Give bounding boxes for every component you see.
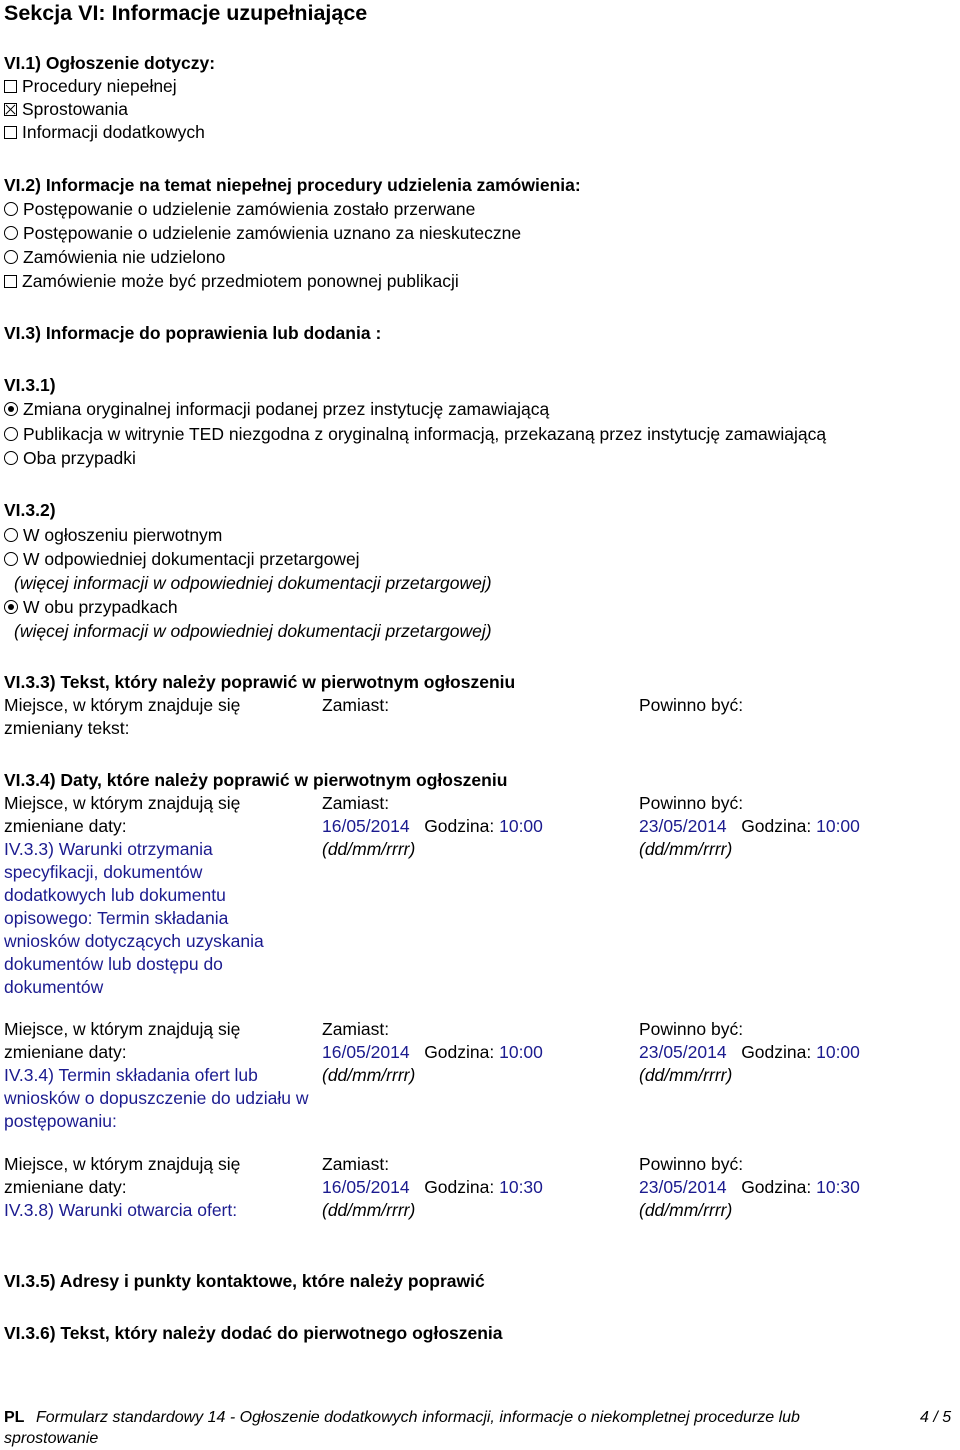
old-time: 10:00 — [499, 816, 543, 836]
date-entry-place-label-2: zmieniane daty: — [4, 816, 127, 836]
section-title: Sekcja VI: Informacje uzupełniające — [4, 1, 368, 25]
option-label: Procedury niepełnej — [22, 76, 177, 96]
date-entry-place-label: Miejsce, w którym znajdują się — [4, 1154, 241, 1174]
hour-label: Godzina: — [424, 1042, 495, 1062]
radio-selected-icon[interactable] — [4, 600, 18, 614]
hour-label: Godzina: — [741, 1177, 812, 1197]
instead-label: Zamiast: — [322, 793, 390, 813]
vi3-heading: VI.3) Informacje do poprawienia lub dodania : — [4, 323, 382, 343]
vi31-heading: VI.3.1) — [4, 375, 56, 395]
date-entry-place-label-2: zmieniane daty: — [4, 1177, 127, 1197]
option-label: Zmiana oryginalnej informacji podanej przez instytucję zamawiającą — [23, 399, 550, 419]
vi33-place-label-2: zmieniany tekst: — [4, 718, 130, 738]
should-be-label: Powinno być: — [639, 1019, 744, 1039]
new-date: 23/05/2014 — [639, 1177, 727, 1197]
footer-page-number: 4 / 5 — [920, 1409, 952, 1426]
vi33-heading: VI.3.3) Tekst, który należy poprawić w pierwotnym ogłoszeniu — [4, 672, 516, 692]
date-entry-place-label: Miejsce, w którym znajdują się — [4, 793, 241, 813]
vi34-heading: VI.3.4) Daty, które należy poprawić w pierwotnym ogłoszeniu — [4, 770, 508, 790]
hour-label: Godzina: — [424, 816, 495, 836]
radio-icon[interactable] — [4, 202, 18, 216]
vi35-heading: VI.3.5) Adresy i punkty kontaktowe, które należy poprawić — [4, 1271, 485, 1291]
date-entry-place-value: IV.3.4) Termin składania ofert lub wniosków o dopuszczenie do udziału w postępowaniu: — [4, 1065, 309, 1131]
vi36-heading: VI.3.6) Tekst, który należy dodać do pierwotnego ogłoszenia — [4, 1323, 503, 1343]
vi2-option-przerwane[interactable] — [4, 198, 475, 221]
option-label: Informacji dodatkowych — [22, 122, 205, 142]
new-time: 10:30 — [816, 1177, 860, 1197]
vi2-option-nieskuteczne[interactable] — [4, 222, 521, 245]
checkbox-icon[interactable] — [4, 80, 17, 93]
new-date-row — [639, 815, 860, 838]
vi32-option-obu[interactable] — [4, 596, 178, 619]
date-entry-place-label-2: zmieniane daty: — [4, 1042, 127, 1062]
vi1-option-informacji[interactable] — [4, 121, 205, 144]
radio-icon[interactable] — [4, 528, 18, 542]
vi31-option-ted[interactable] — [4, 423, 826, 446]
vi2-checkbox-ponowna-publikacja[interactable] — [4, 270, 459, 293]
footer-form-title: Formularz standardowy 14 - Ogłoszenie dodatkowych informacji, informacje o niekompletnej procedurze lub — [36, 1409, 800, 1426]
date-format-hint: (dd/mm/rrrr) — [639, 1065, 733, 1085]
vi2-option-nie-udzielono[interactable] — [4, 246, 225, 269]
date-entry-place-value: IV.3.8) Warunki otwarcia ofert: — [4, 1200, 238, 1220]
should-be-label: Powinno być: — [639, 793, 744, 813]
option-label: Zamówienie może być przedmiotem ponownej publikacji — [22, 271, 459, 291]
instead-label: Zamiast: — [322, 1019, 390, 1039]
option-label: Publikacja w witrynie TED niezgodna z oryginalną informacją, przekazaną przez instytucję zamawiającą — [23, 424, 827, 444]
vi2-heading: VI.2) Informacje na temat niepełnej procedury udzielenia zamówienia: — [4, 175, 581, 195]
instead-label: Zamiast: — [322, 1154, 390, 1174]
hour-label: Godzina: — [741, 816, 812, 836]
vi33-place-label: Miejsce, w którym znajduje się — [4, 695, 241, 715]
hour-label: Godzina: — [424, 1177, 495, 1197]
date-entry-place-value: IV.3.3) Warunki otrzymania specyfikacji, dokumentów dodatkowych lub dokumentu opisowego: Termin składania wniosków dotyczących uzyskania dokumentów lub dostępu do dokumentów — [4, 839, 264, 997]
date-format-hint: (dd/mm/rrrr) — [322, 1200, 416, 1220]
old-date-row — [322, 815, 543, 838]
date-format-hint: (dd/mm/rrrr) — [322, 1065, 416, 1085]
option-label: Postępowanie o udzielenie zamówienia uznano za nieskuteczne — [23, 223, 522, 243]
radio-icon[interactable] — [4, 552, 18, 566]
option-label: Zamówienia nie udzielono — [23, 247, 226, 267]
new-time: 10:00 — [816, 1042, 860, 1062]
option-label: Sprostowania — [22, 99, 129, 119]
vi1-heading: VI.1) Ogłoszenie dotyczy: — [4, 53, 216, 73]
radio-icon[interactable] — [4, 451, 18, 465]
checkbox-icon[interactable] — [4, 126, 17, 139]
vi33-instead-label: Zamiast: — [322, 695, 390, 715]
new-time: 10:00 — [816, 816, 860, 836]
should-be-label: Powinno być: — [639, 1154, 744, 1174]
radio-icon[interactable] — [4, 250, 18, 264]
vi32-heading: VI.3.2) — [4, 500, 56, 520]
old-date-row — [322, 1176, 543, 1199]
option-label: W odpowiedniej dokumentacji przetargowej — [23, 549, 360, 569]
checked-checkbox-icon[interactable] — [4, 103, 17, 116]
vi32-note-obu: (więcej informacji w odpowiedniej dokumentacji przetargowej) — [14, 621, 492, 641]
new-date: 23/05/2014 — [639, 816, 727, 836]
radio-icon[interactable] — [4, 226, 18, 240]
vi31-option-oba[interactable] — [4, 447, 136, 470]
radio-selected-icon[interactable] — [4, 402, 18, 416]
option-label: Postępowanie o udzielenie zamówienia zostało przerwane — [23, 199, 476, 219]
old-date-row — [322, 1041, 543, 1064]
old-date: 16/05/2014 — [322, 1042, 410, 1062]
vi1-option-procedury[interactable] — [4, 75, 177, 98]
vi33-should-be-label: Powinno być: — [639, 695, 744, 715]
footer-form-title-2: sprostowanie — [4, 1430, 99, 1447]
option-label: Oba przypadki — [23, 448, 136, 468]
new-date: 23/05/2014 — [639, 1042, 727, 1062]
date-format-hint: (dd/mm/rrrr) — [639, 839, 733, 859]
vi32-option-dokumentacja[interactable] — [4, 548, 360, 571]
old-date: 16/05/2014 — [322, 816, 410, 836]
option-label: W ogłoszeniu pierwotnym — [23, 525, 223, 545]
vi32-note-dokumentacja: (więcej informacji w odpowiedniej dokumentacji przetargowej) — [14, 573, 492, 593]
vi32-option-pierwotne[interactable] — [4, 524, 222, 547]
vi31-option-zmiana[interactable] — [4, 398, 549, 421]
hour-label: Godzina: — [741, 1042, 812, 1062]
date-format-hint: (dd/mm/rrrr) — [322, 839, 416, 859]
old-time: 10:30 — [499, 1177, 543, 1197]
new-date-row — [639, 1176, 860, 1199]
footer-lang: PL — [4, 1409, 25, 1426]
date-format-hint: (dd/mm/rrrr) — [639, 1200, 733, 1220]
new-date-row — [639, 1041, 860, 1064]
checkbox-icon[interactable] — [4, 275, 17, 288]
old-date: 16/05/2014 — [322, 1177, 410, 1197]
option-label: W obu przypadkach — [23, 597, 178, 617]
old-time: 10:00 — [499, 1042, 543, 1062]
vi1-option-sprostowania[interactable] — [4, 98, 128, 121]
radio-icon[interactable] — [4, 427, 18, 441]
date-entry-place-label: Miejsce, w którym znajdują się — [4, 1019, 241, 1039]
